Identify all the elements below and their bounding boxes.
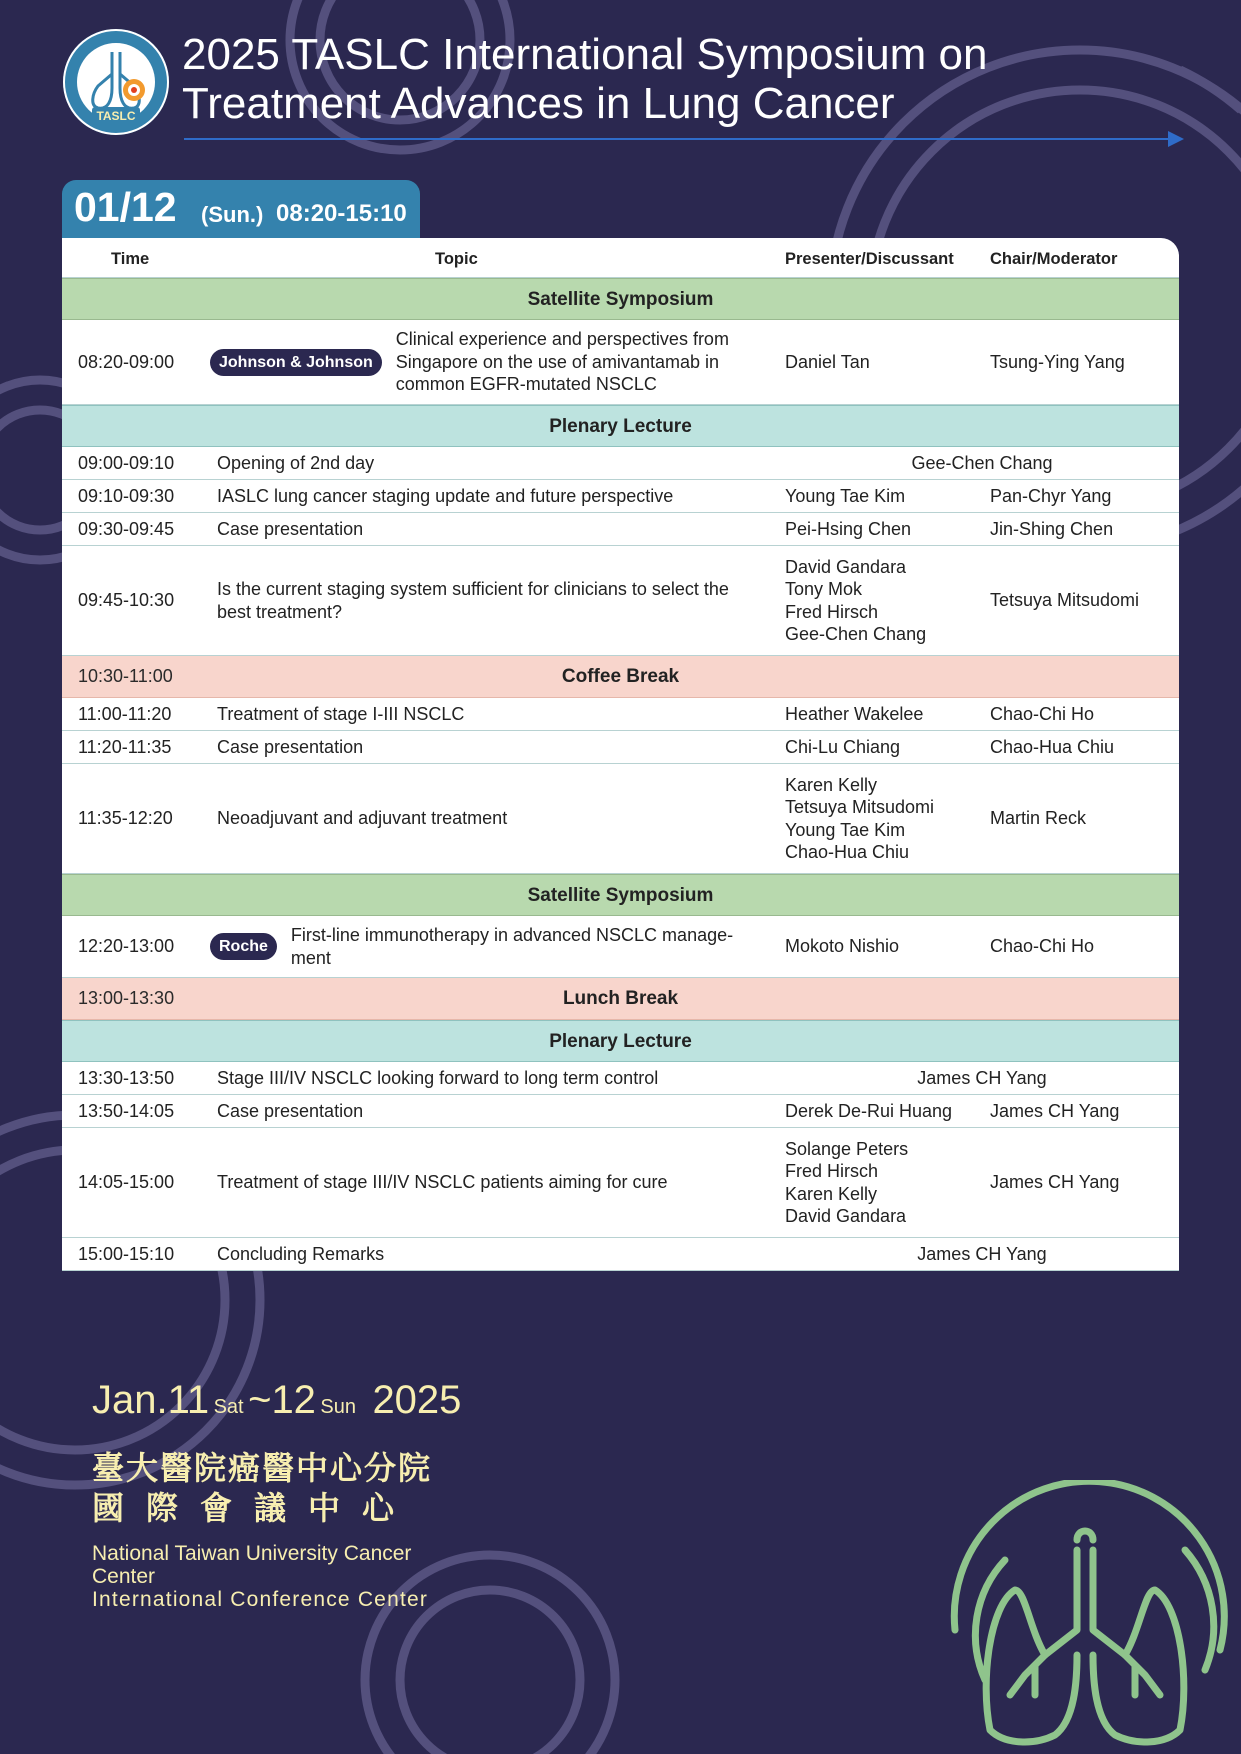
time-cell: 14:05-15:00 — [78, 1172, 175, 1193]
presenter-name: Pei-Hsing Chen — [785, 518, 912, 539]
header-time: Time — [111, 250, 150, 268]
venue-chinese-line-2: 國際會議中心 — [92, 1489, 417, 1527]
topic-line: First-line immunotherapy in advanced NSCLC manage- — [290, 925, 734, 945]
table-row — [62, 1238, 1179, 1271]
table-row — [62, 447, 1179, 480]
topic-line: common EGFR-mutated NSCLC — [395, 374, 657, 395]
topic-line: Treatment of stage I-III NSCLC — [217, 703, 465, 724]
header-presenter: Presenter/Discussant — [785, 250, 954, 268]
plenary-section-header: Plenary Lecture — [62, 405, 1179, 447]
topic-text — [396, 328, 729, 396]
break-row — [62, 978, 1179, 1020]
satellite-section-header: Satellite Symposium — [62, 874, 1179, 916]
table-row — [62, 513, 1179, 546]
presenter-name: Fred Hirsch — [785, 1161, 879, 1181]
date-tab — [62, 180, 420, 238]
table-row — [62, 480, 1179, 513]
topic-line: Singapore on the use of amivantamab in — [395, 351, 719, 372]
time-cell: 09:00-09:10 — [78, 452, 175, 473]
table-header — [62, 238, 1179, 278]
page-title — [182, 30, 1182, 128]
chair-cell: Tetsuya Mitsudomi — [990, 590, 1140, 611]
time-cell: 13:00-13:30 — [78, 988, 175, 1009]
table-row — [62, 764, 1179, 874]
topic-line: Opening of 2nd day — [217, 452, 375, 473]
time-range-label: 08:20-15:10 — [276, 200, 407, 227]
chair-cell: James CH Yang — [990, 1172, 1120, 1193]
header-chair: Chair/Moderator — [990, 250, 1118, 268]
time-cell: 09:45-10:30 — [78, 590, 175, 611]
chair-cell: Jin-Shing Chen — [990, 518, 1114, 539]
time-cell: 11:00-11:20 — [78, 703, 172, 724]
chair-cell: James CH Yang — [990, 1100, 1120, 1121]
time-cell: 11:20-11:35 — [78, 736, 172, 757]
weekday-label: (Sun.) — [201, 202, 264, 227]
presenter-cell — [785, 916, 985, 977]
presenter-cell — [785, 513, 985, 545]
topic-line: Clinical experience and perspectives from — [395, 329, 729, 350]
title-arrow-rule — [184, 130, 1184, 148]
date-label: 01/12 — [74, 184, 177, 230]
topic-line: Concluding Remarks — [217, 1243, 385, 1264]
presenter-name: Tony Mok — [785, 579, 863, 599]
sponsor-badge: Roche — [210, 933, 277, 960]
table-row — [62, 320, 1179, 405]
table-row — [62, 698, 1179, 731]
table-row — [62, 731, 1179, 764]
table-row — [62, 1095, 1179, 1128]
topic-cell — [217, 1238, 827, 1270]
presenter-name: Solange Peters — [785, 1138, 909, 1159]
topic-cell — [217, 698, 827, 730]
presenter-name: Fred Hirsch — [785, 601, 879, 622]
topic-cell — [217, 447, 827, 479]
time-cell: 11:35-12:20 — [78, 808, 173, 829]
presenter-name: Young Tae Kim — [785, 485, 906, 506]
presenter-name: Gee-Chen Chang — [785, 624, 927, 644]
topic-line: Is the current staging system sufficient for clinicians to select the — [217, 579, 729, 599]
presenter-name: Chao-Hua Chiu — [785, 842, 910, 862]
presenter-name: Karen Kelly — [785, 1183, 878, 1204]
time-cell: 12:20-13:00 — [78, 936, 175, 957]
presenter-name: Heather Wakelee — [785, 703, 924, 724]
date-start-weekday: Sat — [213, 1396, 244, 1418]
presenter-name: Tetsuya Mitsudomi — [785, 797, 935, 817]
chair-cell: Chao-Chi Ho — [990, 703, 1095, 724]
topic-text — [291, 924, 733, 969]
presenter-cell — [785, 546, 985, 655]
time-cell: 13:30-13:50 — [78, 1067, 175, 1088]
taslc-logo — [62, 28, 170, 136]
title-line-1: 2025 TASLC International Symposium on — [182, 30, 988, 79]
chair-cell: Tsung-Ying Yang — [990, 351, 1125, 372]
presenter-cell — [785, 1128, 985, 1237]
schedule-table — [62, 238, 1179, 1271]
topic-cell — [217, 1095, 827, 1127]
table-row — [62, 546, 1179, 656]
presenter-name: Mokoto Nishio — [785, 936, 900, 957]
presenter-name: Chi-Lu Chiang — [785, 736, 901, 757]
time-cell: 10:30-11:00 — [78, 666, 173, 687]
date-end-weekday: Sun — [320, 1396, 356, 1418]
venue-english-line-1: National Taiwan University Cancer Center — [92, 1542, 412, 1588]
topic-line: ment — [290, 947, 331, 968]
time-cell: 09:10-09:30 — [78, 485, 175, 506]
plenary-section-header: Plenary Lecture — [62, 1020, 1179, 1062]
lung-icon — [935, 1480, 1235, 1754]
presenter-cell — [785, 698, 985, 730]
presenter-cell — [785, 480, 985, 512]
event-dates — [92, 1375, 472, 1434]
topic-cell — [217, 480, 827, 512]
title-line-2: Treatment Advances in Lung Cancer — [182, 79, 895, 128]
presenter-name: David Gandara — [785, 556, 907, 577]
topic-line: Case presentation — [217, 518, 364, 539]
event-year: 2025 — [372, 1378, 462, 1422]
topic-cell — [217, 916, 827, 977]
chair-cell: Chao-Hua Chiu — [990, 736, 1115, 757]
venue-english-line-2: International Conference Center — [92, 1588, 429, 1611]
topic-line: Stage III/IV NSCLC looking forward to long term control — [217, 1067, 659, 1088]
topic-line: best treatment? — [217, 601, 343, 622]
date-end: ~12 — [248, 1378, 316, 1422]
topic-line: IASLC lung cancer staging update and future perspective — [217, 485, 674, 506]
presenter-name: Daniel Tan — [785, 351, 870, 372]
presenter-cell — [785, 764, 985, 873]
presenter-cell — [785, 731, 985, 763]
table-row — [62, 916, 1179, 978]
break-label: Coffee Break — [561, 666, 680, 687]
presenter-cell — [785, 1095, 985, 1127]
topic-cell — [217, 764, 827, 873]
table-body — [62, 278, 1179, 1271]
break-row — [62, 656, 1179, 698]
venue-chinese-line-1: 臺大醫院癌醫中心分院 — [92, 1449, 433, 1487]
presenter-chair-cell: James CH Yang — [917, 1243, 1047, 1264]
presenter-name: Young Tae Kim — [785, 819, 906, 840]
presenter-cell — [785, 320, 985, 404]
topic-cell — [217, 1128, 827, 1237]
presenter-chair-cell: James CH Yang — [917, 1067, 1047, 1088]
logo-text: TASLC — [96, 109, 136, 123]
table-row — [62, 1128, 1179, 1238]
chair-cell: Martin Reck — [990, 808, 1087, 829]
time-cell: 15:00-15:10 — [78, 1243, 175, 1264]
topic-cell — [217, 1062, 827, 1094]
time-cell: 08:20-09:00 — [78, 351, 175, 372]
presenter-chair-cell: Gee-Chen Chang — [911, 452, 1053, 473]
topic-line: Case presentation — [217, 736, 364, 757]
topic-cell — [217, 731, 827, 763]
presenter-name: David Gandara — [785, 1206, 907, 1226]
chair-cell: Chao-Chi Ho — [990, 936, 1095, 957]
topic-line: Treatment of stage III/IV NSCLC patients aiming for cure — [217, 1172, 668, 1193]
topic-cell — [217, 320, 827, 404]
chair-cell: Pan-Chyr Yang — [990, 485, 1112, 506]
date-start: Jan.11 — [92, 1378, 210, 1422]
table-row — [62, 1062, 1179, 1095]
topic-line: Neoadjuvant and adjuvant treatment — [217, 808, 508, 829]
time-cell: 09:30-09:45 — [78, 518, 175, 539]
presenter-name: Derek De-Rui Huang — [785, 1100, 953, 1121]
sponsor-badge: Johnson & Johnson — [210, 349, 382, 376]
event-venue — [92, 1375, 472, 1611]
topic-cell — [217, 513, 827, 545]
topic-line: Case presentation — [217, 1100, 364, 1121]
break-label: Lunch Break — [562, 988, 679, 1009]
header-topic: Topic — [435, 250, 478, 268]
time-cell: 13:50-14:05 — [78, 1100, 175, 1121]
topic-cell — [217, 546, 827, 655]
satellite-section-header: Satellite Symposium — [62, 278, 1179, 320]
presenter-name: Karen Kelly — [785, 774, 878, 795]
